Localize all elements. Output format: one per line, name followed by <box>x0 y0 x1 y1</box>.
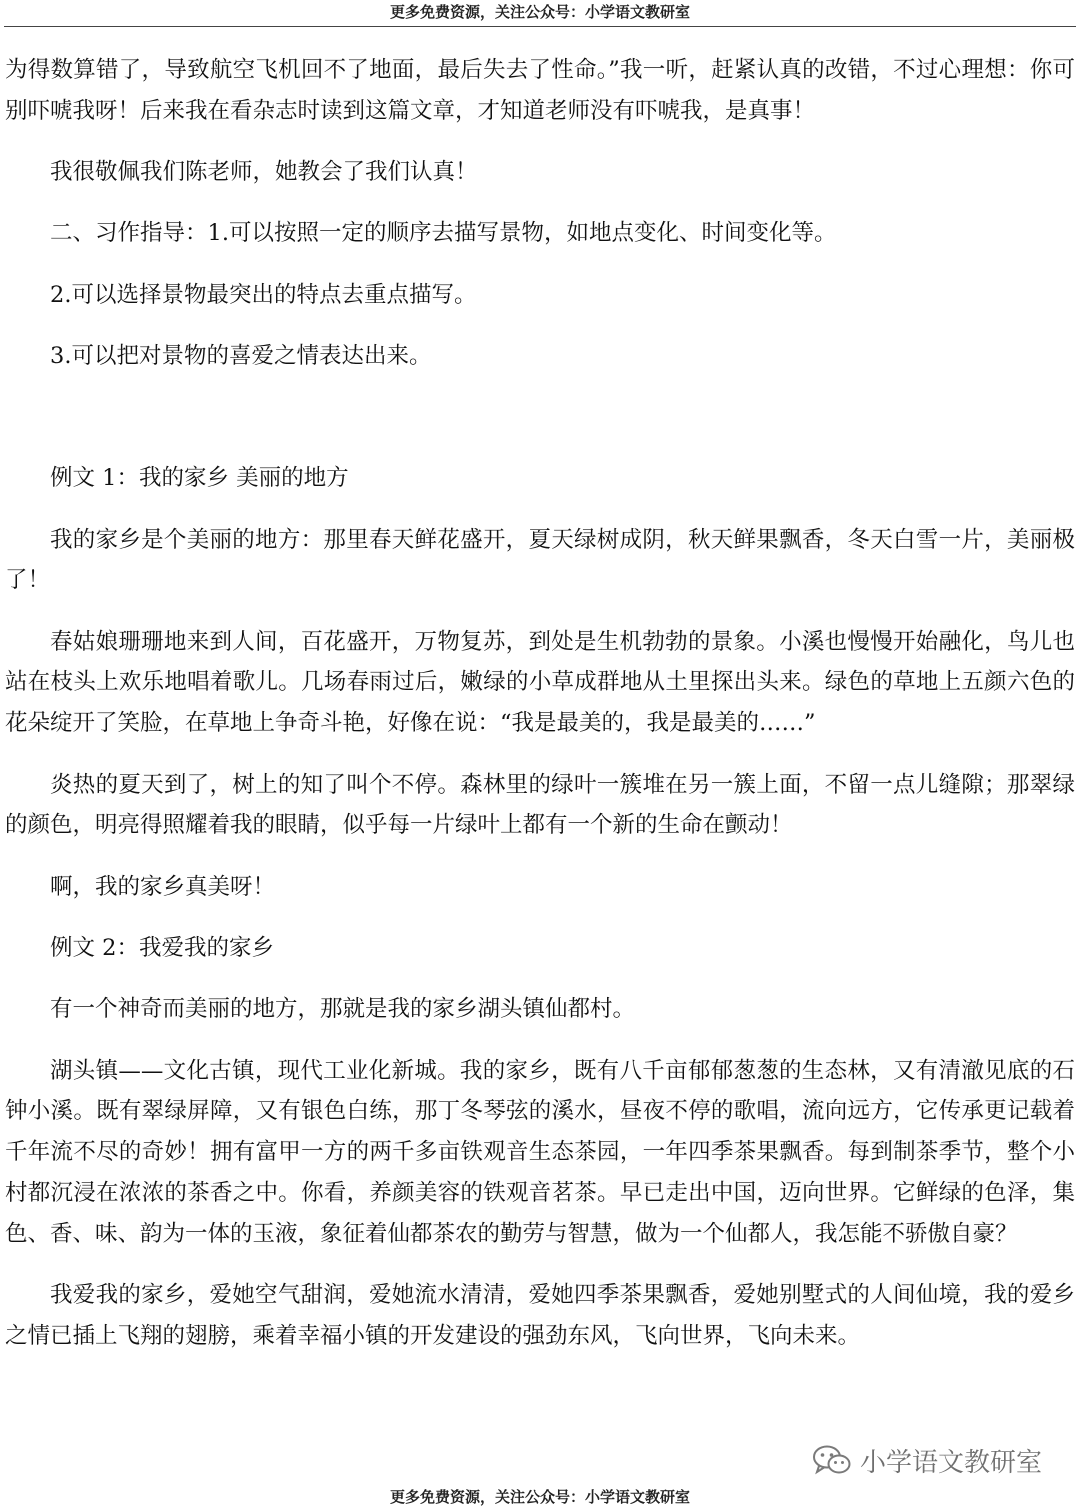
wechat-icon <box>812 1444 852 1476</box>
example-1-title: 例文 1：我的家乡 美丽的地方 <box>50 465 349 492</box>
example-2-paragraph: 湖头镇——文化古镇，现代工业化新城。我的家乡，既有八千亩郁郁葱葱的生态林，又有清澈见底的石钟小溪。既有翠绿屏障，又有银色白练，那丁冬琴弦的溪水，昼夜不停的歌唱，流向远方，它传承更记载着千年流不尽的奇妙！拥有富甲一方的两千多亩铁观音生态茶园，一年四季茶果飘香。每到制茶季节，整个小村都沉浸在浓浓的茶香之中。你看，养颜美容的铁观音茗茶。早已走出中国，迈向世界。它鲜绿的色泽，集色、香、味、韵为一体的玉液，象征着仙都茶农的勤劳与智慧，做为一个仙都人，我怎能不骄傲自豪？ <box>5 1057 1075 1247</box>
blank-gap <box>5 397 1075 458</box>
example-2-paragraph: 我爱我的家乡，爱她空气甜润，爱她流水清清，爱她四季茶果飘香，爱她别墅式的人间仙境，我的爱乡之情已插上飞翔的翅膀，乘着幸福小镇的开发建设的强劲东风，飞向世界，飞向未来。 <box>5 1282 1075 1349</box>
page-header: 更多免费资源，关注公众号：小学语文教研室 <box>389 3 690 21</box>
header-divider <box>4 26 1076 27</box>
writing-guide-heading: 二、习作指导：1.可以按照一定的顺序去描写景物，如地点变化、时间变化等。 <box>50 220 837 247</box>
document-body <box>5 50 1075 1377</box>
watermark <box>812 1440 1042 1480</box>
writing-guide-point-3: 3.可以把对景物的喜爱之情表达出来。 <box>50 342 432 369</box>
example-2-paragraph: 有一个神奇而美丽的地方，那就是我的家乡湖头镇仙都村。 <box>50 996 636 1023</box>
paragraph-continuation: 为得数算错了，导致航空飞机回不了地面，最后失去了性命。”我一听，赶紧认真的改错，不过心理想：你可别吓唬我呀！后来我在看杂志时读到这篇文章，才知道老师没有吓唬我，是真事！ <box>5 57 1075 124</box>
writing-guide-point-2: 2.可以选择景物最突出的特点去重点描写。 <box>50 281 477 308</box>
page-footer: 更多免费资源，关注公众号：小学语文教研室 <box>389 1488 690 1506</box>
example-1-paragraph: 啊，我的家乡真美呀！ <box>50 873 276 900</box>
paragraph-respect-teacher: 我很敬佩我们陈老师，她教会了我们认真！ <box>50 159 478 186</box>
example-1-paragraph: 春姑娘珊珊地来到人间，百花盛开，万物复苏，到处是生机勃勃的景象。小溪也慢慢开始融化，鸟儿也站在枝头上欢乐地唱着歌儿。几场春雨过后，嫩绿的小草成群地从土里探出头来。绿色的草地上五颜六色的花朵绽开了笑脸，在草地上争奇斗艳，好像在说：“我是最美的，我是最美的……” <box>5 628 1075 737</box>
watermark-text: 小学语文教研室 <box>860 1447 1043 1478</box>
example-1-paragraph: 炎热的夏天到了，树上的知了叫个不停。森林里的绿叶一簇堆在另一簇上面，不留一点儿缝隙；那翠绿的颜色，明亮得照耀着我的眼睛，似乎每一片绿叶上都有一个新的生命在颤动！ <box>5 771 1075 839</box>
example-1-paragraph: 我的家乡是个美丽的地方：那里春天鲜花盛开，夏天绿树成阴，秋天鲜果飘香，冬天白雪一片，美丽极了！ <box>5 526 1075 594</box>
example-2-title: 例文 2：我爱我的家乡 <box>50 934 274 961</box>
